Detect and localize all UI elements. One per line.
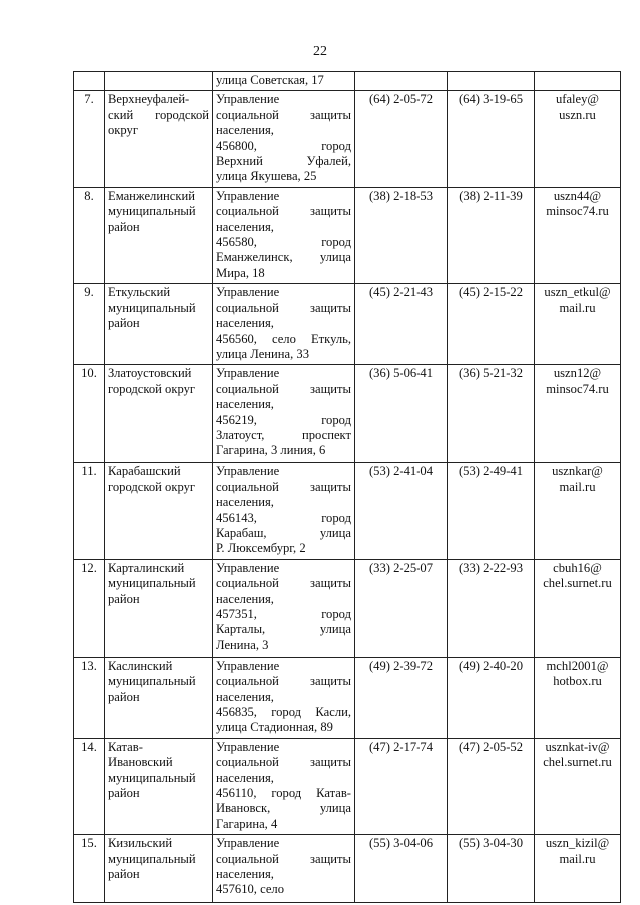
cell-address bbox=[213, 738, 355, 834]
email-line: uszn_etkul@ bbox=[544, 285, 611, 300]
cell-phone-1: (45) 2-21-43 bbox=[355, 284, 448, 365]
cell-email bbox=[535, 72, 621, 91]
email-line: chel.surnet.ru bbox=[543, 576, 612, 591]
table-row-fragment bbox=[74, 72, 621, 91]
address-line: Златоуст, проспект bbox=[216, 427, 351, 442]
table-row bbox=[74, 91, 621, 187]
cell-name bbox=[105, 463, 213, 559]
name-line: район bbox=[108, 591, 140, 606]
cell-phone-2: (49) 2-40-20 bbox=[448, 657, 535, 738]
address-line: Еманжелинск, улица bbox=[216, 250, 351, 265]
cell-phone-1 bbox=[355, 72, 448, 91]
page-number: 22 bbox=[313, 44, 327, 59]
cell-name bbox=[105, 559, 213, 657]
address-line: Верхний Уфалей, bbox=[216, 154, 351, 169]
cell-email bbox=[535, 738, 621, 834]
cell-phone-1: (33) 2-25-07 bbox=[355, 559, 448, 657]
cell-number: 15. bbox=[74, 835, 105, 903]
name-line: район bbox=[108, 689, 140, 704]
table-row bbox=[74, 187, 621, 283]
cell-name bbox=[105, 72, 213, 91]
name-line: муниципальный bbox=[108, 204, 196, 219]
name-line: муниципальный bbox=[108, 770, 196, 785]
cell-phone-2: (38) 2-11-39 bbox=[448, 187, 535, 283]
name-line: Златоустовский bbox=[108, 366, 192, 381]
address-line: Карабаш, улица bbox=[216, 525, 351, 540]
email-line: uszn12@ bbox=[553, 366, 602, 381]
name-line: муниципальный bbox=[108, 851, 196, 866]
email-line: uszn.ru bbox=[559, 107, 596, 122]
email-line: mail.ru bbox=[559, 479, 596, 494]
cell-number: 9. bbox=[74, 284, 105, 365]
address-line: Мира, 18 bbox=[216, 265, 265, 280]
cell-phone-2 bbox=[448, 72, 535, 91]
cell-number bbox=[74, 72, 105, 91]
table-row bbox=[74, 284, 621, 365]
email-line: mchl2001@ bbox=[546, 658, 609, 673]
cell-number: 13. bbox=[74, 657, 105, 738]
name-line: городской округ bbox=[108, 381, 196, 396]
cell-phone-1: (49) 2-39-72 bbox=[355, 657, 448, 738]
table-row bbox=[74, 463, 621, 559]
cell-phone-1: (64) 2-05-72 bbox=[355, 91, 448, 187]
address-line: населения, bbox=[216, 397, 274, 412]
name-line: Кизильский bbox=[108, 836, 173, 851]
email-line: cbuh16@ bbox=[553, 560, 602, 575]
cell-number: 10. bbox=[74, 365, 105, 463]
address-line: Ивановск, улица bbox=[216, 801, 351, 816]
address-line: социальной защиты bbox=[216, 107, 351, 122]
address-line: социальной защиты bbox=[216, 204, 351, 219]
cell-email bbox=[535, 463, 621, 559]
email-line: usznkat-iv@ bbox=[545, 739, 610, 754]
cell-address bbox=[213, 463, 355, 559]
name-line: муниципальный bbox=[108, 300, 196, 315]
email-line: ufaley@ bbox=[555, 92, 600, 107]
cell-email bbox=[535, 91, 621, 187]
name-line: Карабашский bbox=[108, 464, 181, 479]
address-line: Управление bbox=[216, 836, 280, 851]
table-row bbox=[74, 835, 621, 903]
name-line: муниципальный bbox=[108, 576, 196, 591]
cell-phone-1: (47) 2-17-74 bbox=[355, 738, 448, 834]
address-line: Управление bbox=[216, 560, 280, 575]
name-line: район bbox=[108, 219, 140, 234]
address-line: 457610, село bbox=[216, 882, 284, 897]
address-line: социальной защиты bbox=[216, 576, 351, 591]
cell-address bbox=[213, 284, 355, 365]
address-line: социальной защиты bbox=[216, 479, 351, 494]
cell-phone-2: (33) 2-22-93 bbox=[448, 559, 535, 657]
cell-email bbox=[535, 559, 621, 657]
cell-name bbox=[105, 91, 213, 187]
cell-address bbox=[213, 835, 355, 903]
address-line: улица Якушева, 25 bbox=[216, 169, 317, 184]
cell-phone-2: (45) 2-15-22 bbox=[448, 284, 535, 365]
cell-email bbox=[535, 284, 621, 365]
name-line: район bbox=[108, 867, 140, 882]
cell-phone-1: (38) 2-18-53 bbox=[355, 187, 448, 283]
email-line: hotbox.ru bbox=[553, 674, 602, 689]
address-line: социальной защиты bbox=[216, 674, 351, 689]
address-line: Управление bbox=[216, 92, 280, 107]
name-line: округ bbox=[108, 123, 139, 138]
name-line: Каслинский bbox=[108, 658, 173, 673]
cell-phone-1: (55) 3-04-06 bbox=[355, 835, 448, 903]
cell-address bbox=[213, 657, 355, 738]
cell-email bbox=[535, 365, 621, 463]
address-line: населения, bbox=[216, 770, 274, 785]
address-line: Гагарина, 4 bbox=[216, 816, 278, 831]
address-line: Управление bbox=[216, 464, 280, 479]
name-line: городской округ bbox=[108, 479, 196, 494]
address-line: населения, bbox=[216, 123, 274, 138]
cell-name bbox=[105, 284, 213, 365]
cell-name bbox=[105, 835, 213, 903]
address-line: населения, bbox=[216, 867, 274, 882]
cell-phone-2: (36) 5-21-32 bbox=[448, 365, 535, 463]
cell-email bbox=[535, 187, 621, 283]
email-line: uszn_kizil@ bbox=[545, 836, 610, 851]
address-line: социальной защиты bbox=[216, 300, 351, 315]
cell-phone-1: (53) 2-41-04 bbox=[355, 463, 448, 559]
address-line: социальной защиты bbox=[216, 851, 351, 866]
address-line: Управление bbox=[216, 366, 280, 381]
cell-address: улица Советская, 17 bbox=[213, 72, 355, 91]
cell-number: 12. bbox=[74, 559, 105, 657]
address-line: социальной защиты bbox=[216, 755, 351, 770]
cell-number: 11. bbox=[74, 463, 105, 559]
address-line: 457351, город bbox=[216, 606, 351, 621]
cell-name bbox=[105, 187, 213, 283]
email-line: minsoc74.ru bbox=[546, 204, 609, 219]
name-line: Карталинский bbox=[108, 560, 185, 575]
cell-address bbox=[213, 187, 355, 283]
name-line: район bbox=[108, 316, 140, 331]
address-line: населения, bbox=[216, 495, 274, 510]
contacts-table bbox=[73, 71, 621, 903]
address-line: населения, bbox=[216, 689, 274, 704]
cell-phone-2: (64) 3-19-65 bbox=[448, 91, 535, 187]
name-line: Катав- bbox=[108, 739, 143, 754]
email-line: minsoc74.ru bbox=[546, 381, 609, 396]
name-line: муниципальный bbox=[108, 674, 196, 689]
address-line: Р. Люксембург, 2 bbox=[216, 541, 306, 556]
cell-phone-2: (53) 2-49-41 bbox=[448, 463, 535, 559]
address-line: населения, bbox=[216, 591, 274, 606]
address-line: Управление bbox=[216, 188, 280, 203]
address-line: Управление bbox=[216, 658, 280, 673]
email-line: uszn44@ bbox=[553, 188, 602, 203]
address-line: населения, bbox=[216, 316, 274, 331]
email-line: mail.ru bbox=[559, 851, 596, 866]
address-line: 456560, село Еткуль, bbox=[216, 331, 351, 346]
table-row bbox=[74, 365, 621, 463]
address-line: улица Стадионная, 89 bbox=[216, 720, 333, 735]
name-line: Ивановский bbox=[108, 755, 173, 770]
table-row bbox=[74, 738, 621, 834]
cell-email bbox=[535, 657, 621, 738]
address-line: Ленина, 3 bbox=[216, 637, 269, 652]
cell-email bbox=[535, 835, 621, 903]
address-line: 456580, город bbox=[216, 235, 351, 250]
cell-name bbox=[105, 738, 213, 834]
address-line: социальной защиты bbox=[216, 381, 351, 396]
cell-phone-2: (47) 2-05-52 bbox=[448, 738, 535, 834]
name-line: Еманжелинский bbox=[108, 188, 195, 203]
name-line: район bbox=[108, 786, 140, 800]
address-line: 456143, город bbox=[216, 510, 351, 525]
cell-number: 14. bbox=[74, 738, 105, 834]
address-line: 456835, город Касли, bbox=[216, 704, 351, 719]
cell-number: 7. bbox=[74, 91, 105, 187]
cell-phone-1: (36) 5-06-41 bbox=[355, 365, 448, 463]
address-line: Карталы, улица bbox=[216, 622, 351, 637]
cell-address bbox=[213, 559, 355, 657]
address-line: населения, bbox=[216, 219, 274, 234]
email-line: mail.ru bbox=[559, 300, 596, 315]
email-line: usznkar@ bbox=[552, 464, 603, 479]
email-line: chel.surnet.ru bbox=[543, 755, 612, 770]
address-line: Гагарина, 3 линия, 6 bbox=[216, 443, 326, 458]
table-row bbox=[74, 657, 621, 738]
name-line: Верхнеуфалей- bbox=[108, 92, 190, 107]
cell-name bbox=[105, 657, 213, 738]
name-line: Еткульский bbox=[108, 285, 171, 300]
address-line: 456110, город Катав- bbox=[216, 786, 351, 800]
table-row bbox=[74, 559, 621, 657]
cell-name bbox=[105, 365, 213, 463]
name-line: ский городской bbox=[108, 107, 209, 122]
address-line: 456800, город bbox=[216, 138, 351, 153]
cell-address bbox=[213, 91, 355, 187]
address-line: Управление bbox=[216, 285, 280, 300]
cell-address bbox=[213, 365, 355, 463]
address-line: 456219, город bbox=[216, 412, 351, 427]
address-line: Управление bbox=[216, 739, 280, 754]
cell-phone-2: (55) 3-04-30 bbox=[448, 835, 535, 903]
cell-number: 8. bbox=[74, 187, 105, 283]
address-line: улица Ленина, 33 bbox=[216, 346, 309, 361]
